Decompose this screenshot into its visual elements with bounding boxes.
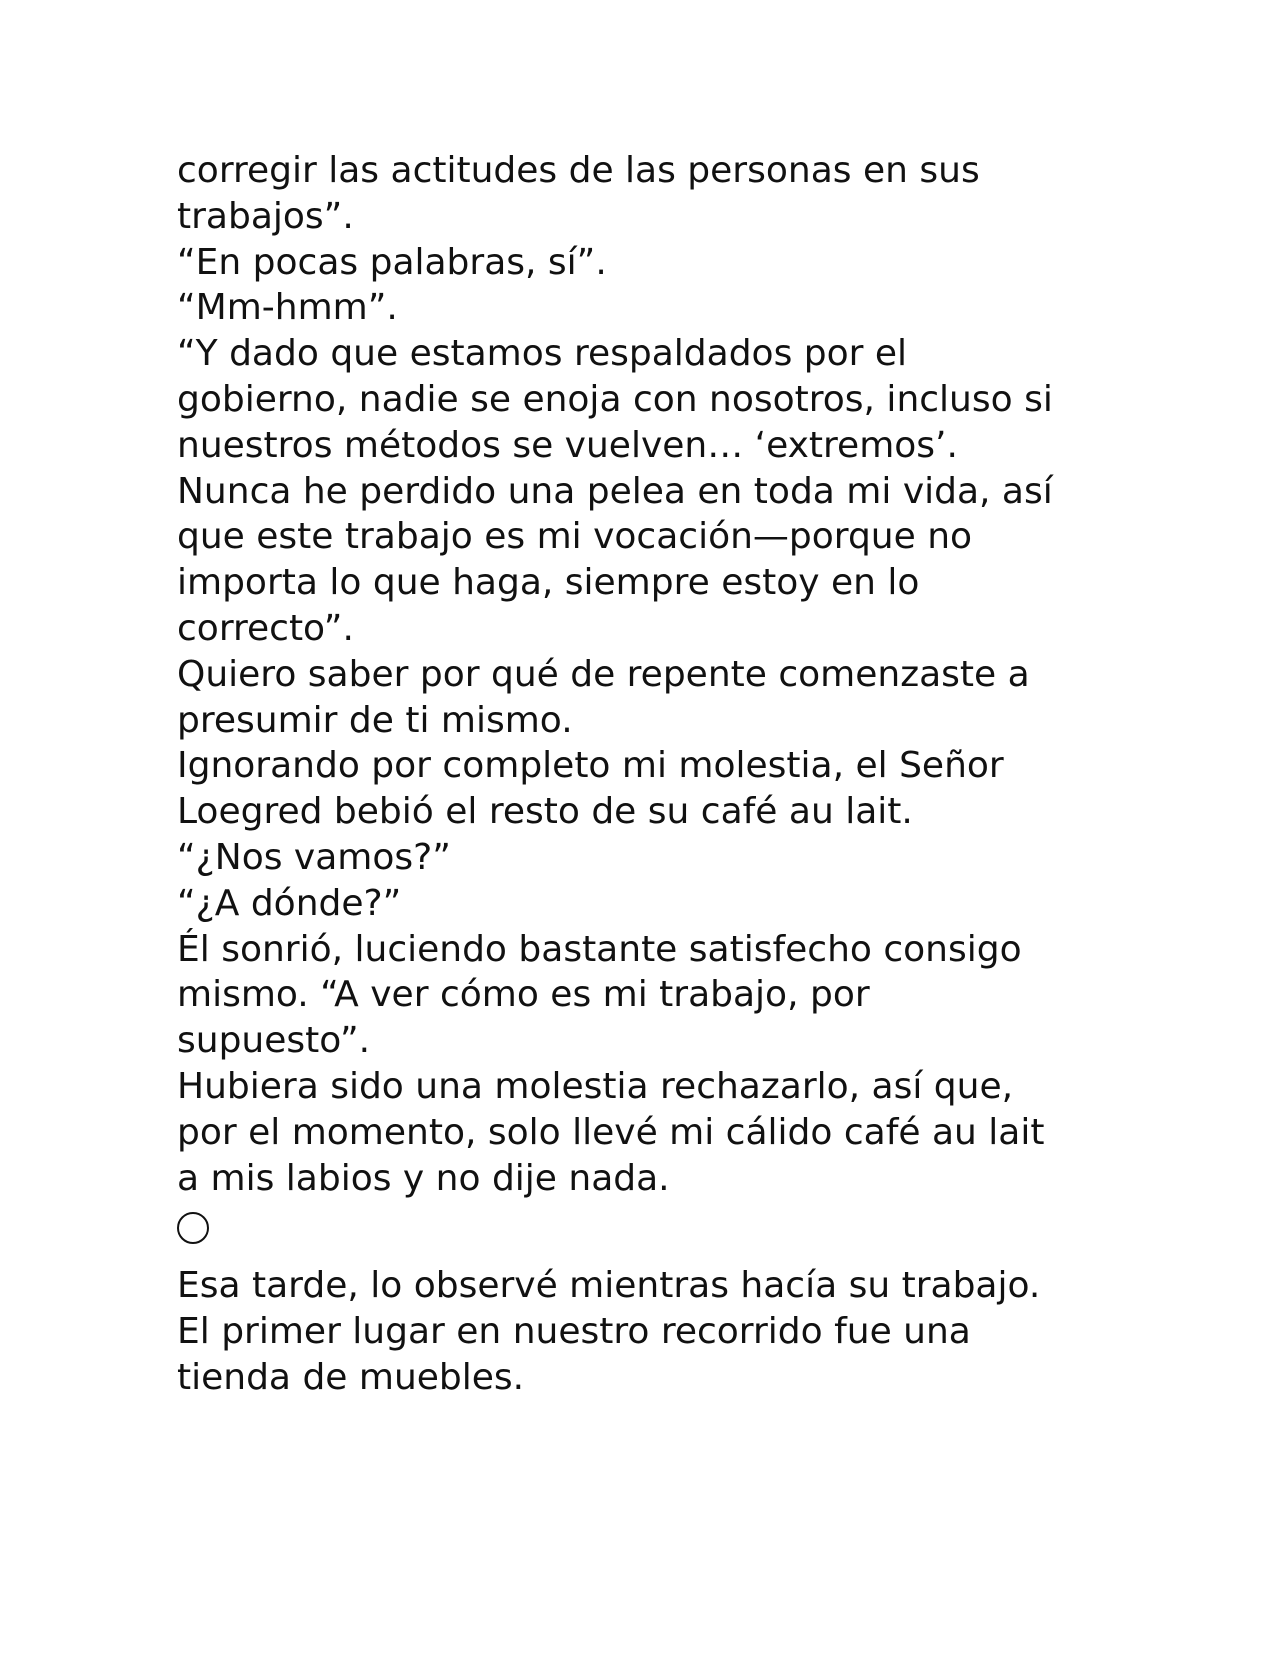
document-page [177,148,1177,1401]
text-line: que este trabajo es mi vocación—porque no [177,516,973,558]
circle-icon [177,1212,209,1244]
text-line: por el momento, solo llevé mi cálido café au lait [177,1111,1045,1153]
text-line: tienda de muebles. [177,1356,525,1398]
text-line: corregir las actitudes de las personas en sus [177,150,980,191]
text-block-1 [177,148,1177,1201]
text-block-2 [177,1263,1177,1400]
text-line: importa lo que haga, siempre estoy en lo [177,562,920,604]
text-line: Nunca he perdido una pelea en toda mi vida, así [177,470,1053,512]
text-line: Loegred bebió el resto de su café au lait. [177,791,913,833]
text-line: supuesto”. [177,1020,371,1062]
text-line: “Mm-hmm”. [177,287,398,329]
text-line: “En pocas palabras, sí”. [177,241,607,283]
text-line: Esa tarde, lo observé mientras hacía su trabajo. [177,1265,1041,1307]
text-line: gobierno, nadie se enoja con nosotros, incluso si [177,378,1053,420]
text-line: a mis labios y no dije nada. [177,1157,670,1199]
text-line: presumir de ti mismo. [177,699,573,741]
text-line: El primer lugar en nuestro recorrido fue una [177,1311,971,1353]
text-line: Él sonrió, luciendo bastante satisfecho consigo [177,928,1022,970]
text-line: Ignorando por completo mi molestia, el Señor [177,745,1004,787]
text-line: Quiero saber por qué de repente comenzaste a [177,653,1030,695]
text-line: nuestros métodos se vuelven… ‘extremos’. [177,424,958,466]
text-line: “¿A dónde?” [177,882,402,924]
text-line: “Y dado que estamos respaldados por el [177,333,908,375]
text-line: correcto”. [177,607,354,649]
text-line: Hubiera sido una molestia rechazarlo, así que, [177,1065,1014,1107]
scene-separator [177,1210,1177,1246]
text-line: mismo. “A ver cómo es mi trabajo, por [177,974,870,1016]
text-line: trabajos”. [177,195,354,237]
text-line: “¿Nos vamos?” [177,836,451,878]
